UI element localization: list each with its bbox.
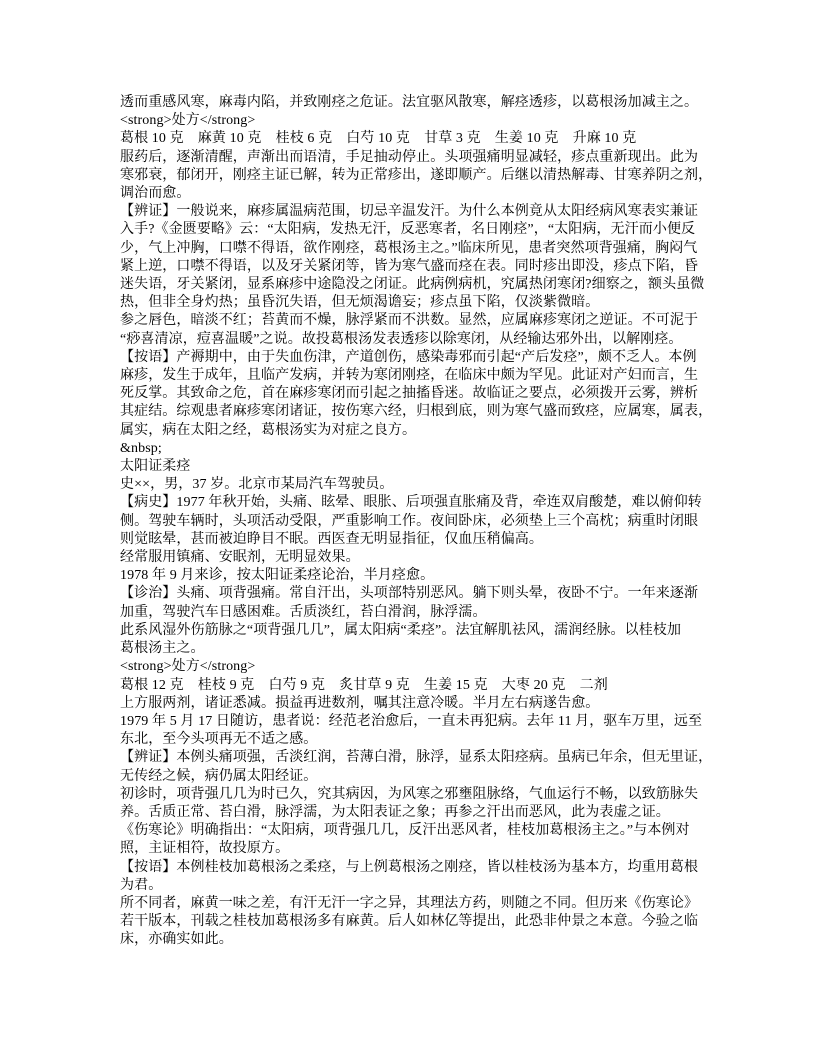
- document-body: [120, 94, 713, 950]
- text-line: 葛根 12 克 桂枝 9 克 白芍 9 克 炙甘草 9 克 生姜 15 克 大枣 20 克 二剂: [120, 677, 608, 693]
- text-line: 少，气上冲胸，口噤不得语，欲作刚痉，葛根汤主之。”临床所见，患者突然项背强痛，胸闷气: [120, 240, 698, 256]
- text-line: 为君。: [120, 877, 163, 893]
- text-line: 迷失语，牙关紧闭，显系麻疹中途隐没之闭证。此病例病机，究属热闭寒闭?细察之，额头虽微: [120, 277, 705, 293]
- text-line: 寒邪衰，郁闭开，刚痉主证已解，转为正常疹出，遂即顺产。后继以清热解毒、甘寒养阴之剂，: [120, 167, 713, 183]
- text-line: 1979 年 5 月 17 日随访，患者说：经范老治愈后，一直未再犯病。去年 11 月，驱车万里，远至: [120, 713, 703, 729]
- paragraph-case2-title: [120, 458, 700, 476]
- text-line: <strong>处方</strong>: [120, 113, 256, 129]
- text-line: 太阳证柔痉: [120, 459, 191, 475]
- text-line: 床，亦确实如此。: [120, 932, 233, 948]
- text-line: 【按语】本例桂枝加葛根汤之柔痉，与上例葛根汤之刚痉，皆以桂枝汤为基本方，均重用葛根: [120, 859, 699, 875]
- paragraph-case2-followup: [120, 713, 703, 749]
- text-line: 无传经之候，病仍属太阳经证。: [120, 768, 318, 784]
- paragraph-case1-bianzheng-2: [120, 312, 700, 348]
- paragraph-case2-patient: [120, 476, 700, 494]
- text-line: 所不同者，麻黄一味之差，有汗无汗一字之异，其理法方药，则随之不同。但历来《伤寒论》: [120, 895, 699, 911]
- text-line: 入手?《金匮要略》云：“太阳病，发热无汗，反恶寒者，名日刚痉”，“太阳病，无汗而小便反: [120, 222, 696, 238]
- text-line: 此系风湿外伤筋脉之“项背强几几”，属太阳病“柔痉”。法宜解肌祛风，濡润经脉。以桂枝加: [120, 622, 682, 638]
- paragraph-case2-bingshi-2: [120, 549, 700, 567]
- text-line: <strong>处方</strong>: [120, 659, 256, 675]
- text-line: 东北，至今头项再无不适之感。: [120, 732, 318, 748]
- text-line: 史××，男，37 岁。北京市某局汽车驾驶员。: [120, 477, 394, 493]
- text-line: 属实，病在太阳之经，葛根汤实为对症之良方。: [120, 422, 417, 438]
- text-line: 养。舌质正常、苔白滑，脉浮濡，为太阳表证之象；再参之汗出而恶风，此为表虚之证。: [120, 804, 670, 820]
- paragraph-case2-bianzheng-3: [120, 822, 700, 858]
- paragraph-case2-anyu-2: [120, 895, 700, 950]
- paragraph-case2-zhenzhi-2: [120, 622, 700, 658]
- text-line: 紧上逆，口噤不得语，以及牙关紧闭等，皆为寒气盛而痉在表。同时疹出即没，疹点下陷，昏: [120, 258, 699, 274]
- text-line: 【辨证】本例头痛项强，舌淡红润，苔薄白滑，脉浮，显系太阳痉病。虽病已年余，但无里证，: [120, 750, 713, 766]
- text-line: 服药后，逐渐清醒，声渐出而语清，手足抽动停止。头项强痛明显减轻，疹点重新现出。此为: [120, 149, 699, 165]
- paragraph-case1-outcome: [120, 149, 713, 204]
- text-line: 【辨证】一般说来，麻疹属温病范围，切忌辛温发汗。为什么本例竟从太阳经病风寒表实兼证: [120, 204, 699, 220]
- text-line: 葛根汤主之。: [120, 641, 205, 657]
- paragraph-case1-body-continuation: [120, 94, 700, 112]
- text-line: &nbsp;: [120, 440, 162, 456]
- text-line: 经常服用镇痛、安眠剂，无明显效果。: [120, 550, 360, 566]
- text-line: 若干版本，刊载之桂枝加葛根汤多有麻黄。后人如林亿等提出，此恐非仲景之本意。今验之临: [120, 914, 699, 930]
- paragraph-case2-outcome: [120, 695, 700, 713]
- text-line: “痧喜清凉，痘喜温暖”之说。故投葛根汤发表透疹以除寒闭，从经输达邪外出，以解刚痉。: [120, 331, 683, 347]
- paragraph-case2-prescription-heading: [120, 658, 700, 676]
- paragraph-case2-bingshi-3: [120, 567, 700, 585]
- text-line: 死反掌。其致命之危，首在麻疹寒闭而引起之抽搐昏迷。故临证之要点，必须拨开云雾，辨析: [120, 386, 699, 402]
- text-line: 参之唇色，暗淡不红；苔黄而不燥，脉浮紧而不洪数。显然，应属麻疹寒闭之逆证。不可泥于: [120, 313, 699, 329]
- paragraph-case1-prescription-heading: [120, 112, 700, 130]
- text-line: 初诊时，项背强几几为时已久，究其病因，为风寒之邪壅阻脉络，气血运行不畅，以致筋脉失: [120, 786, 699, 802]
- paragraph-case1-prescription: [120, 130, 700, 148]
- text-line: 其症结。综观患者麻疹寒闭诸证，按伤寒六经，归根到底，则为寒气盛而致痉，应属寒，属表，: [120, 404, 713, 420]
- text-line: 麻疹，发生于成年，且临产发病，并转为寒闭刚痉，在临床中颇为罕见。此证对产妇而言，生: [120, 368, 699, 384]
- text-line: 【病史】1977 年秋开始，头痛、眩晕、眼胀、后项强直胀痛及背，牵连双肩酸楚，难以俯仰转: [120, 495, 702, 511]
- text-line: 上方服两剂，诸证悉减。损益再进数剂，嘱其注意冷暖。半月左右病遂告愈。: [120, 695, 600, 711]
- text-line: 侧。驾驶车辆时，头项活动受限，严重影响工作。夜间卧床，必须垫上三个高枕；病重时闭眼: [120, 513, 699, 529]
- text-line: 透而重感风寒，麻毒内陷，并致刚痉之危证。法宜驱风散寒，解痉透疹，以葛根汤加减主之。: [120, 95, 699, 110]
- text-line: 加重，驾驶汽车日感困难。舌质淡红，苔白滑润，脉浮濡。: [120, 604, 487, 620]
- paragraph-case2-prescription: [120, 677, 700, 695]
- paragraph-case1-bianzheng: [120, 203, 705, 312]
- text-line: 《伤寒论》明确指出：“太阳病，项背强几几，反汗出恶风者，桂枝加葛根汤主之。”与本例对: [120, 823, 690, 839]
- paragraph-spacer-nbsp: [120, 440, 700, 458]
- text-line: 【诊治】头痛、项背强痛。常自汗出，头项部特别恶风。躺下则头晕，夜卧不宁。一年来逐渐: [120, 586, 699, 602]
- paragraph-case2-bingshi: [120, 494, 700, 549]
- text-line: 照，主证相符，故投原方。: [120, 841, 290, 857]
- paragraph-case2-zhenzhi: [120, 585, 700, 621]
- text-line: 热，但非全身灼热；虽昏沉失语，但无烦渴谵妄；疹点虽下陷，仅淡紫微暗。: [120, 295, 600, 311]
- paragraph-case2-bianzheng: [120, 749, 713, 785]
- text-line: 调治而愈。: [120, 186, 191, 202]
- text-line: 则觉眩晕，甚而被迫睁目不眠。西医查无明显指征，仅血压稍偏高。: [120, 531, 543, 547]
- text-line: 【按语】产褥期中，由于失血伤津，产道创伤，感染毒邪而引起“产后发痉”，颇不乏人。本例: [120, 349, 697, 365]
- paragraph-case2-bianzheng-2: [120, 786, 700, 822]
- paragraph-case2-anyu: [120, 859, 700, 895]
- paragraph-case1-anyu: [120, 349, 713, 440]
- text-line: 葛根 10 克 麻黄 10 克 桂枝 6 克 白芍 10 克 甘草 3 克 生姜 10 克 升麻 10 克: [120, 131, 637, 147]
- text-line: 1978 年 9 月来诊，按太阳证柔痉论治，半月痉愈。: [120, 568, 435, 584]
